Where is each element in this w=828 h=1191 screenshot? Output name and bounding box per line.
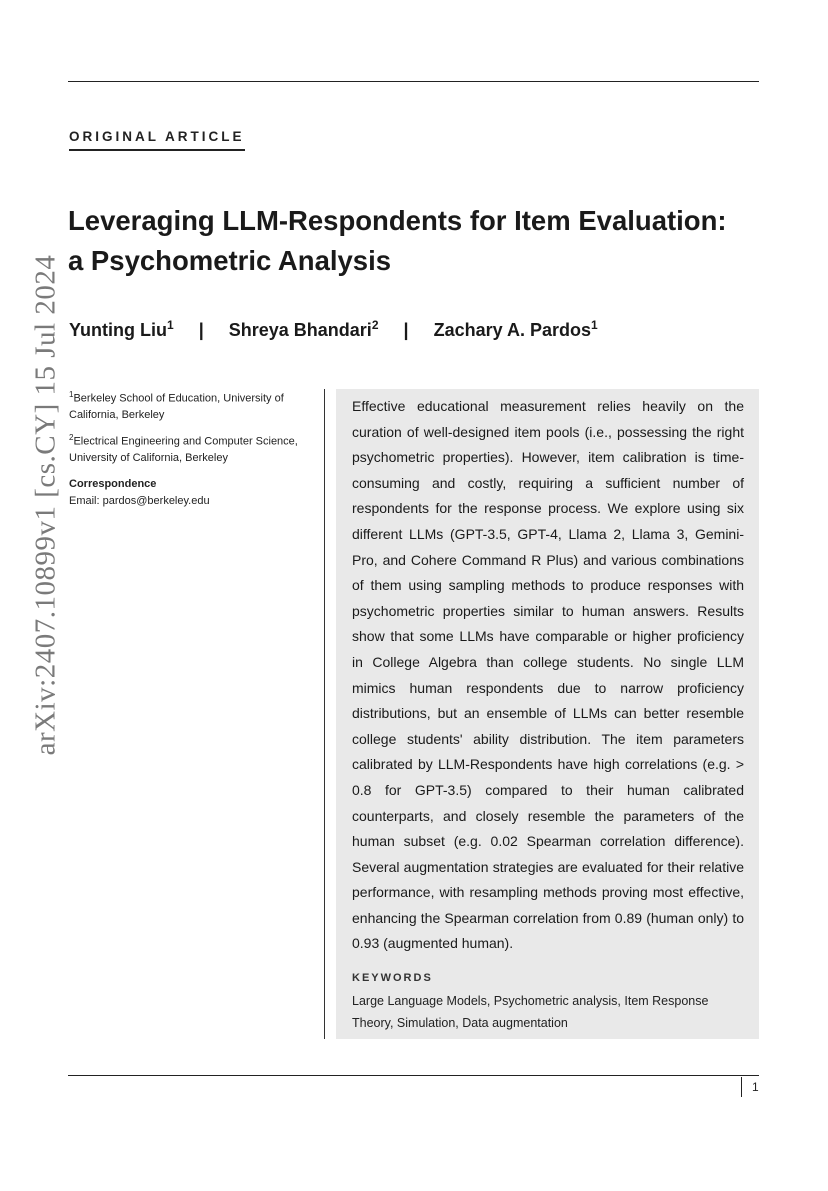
keywords-text: Large Language Models, Psychometric analysis, Item Response Theory, Simulation, Data augmentation [352,994,709,1030]
column-divider [324,389,325,1039]
arxiv-stamp: arXiv:2407.10899v1 [cs.CY] 15 Jul 2024 [29,254,62,756]
author-separator: | [198,320,204,340]
keywords-heading: KEYWORDS [352,972,433,984]
paper-title [68,201,768,281]
page-number: 1 [752,1080,759,1094]
abstract-box [336,389,759,1039]
abstract-text: Effective educational measurement relies heavily on the curation of well-designed item pools (i.e., possessing the right psychometric properties). However, item calibration is time-consuming and costly, requiring a sufficient number of respondents for the response process. We explore using six different LLMs (GPT-3.5, GPT-4, Llama 2, Llama 3, Gemini-Pro, and Cohere Command R Plus) and various combinations of them using sampling methods to produce responses with psychometric properties similar to human answers. Results show that some LLMs have comparable or higher proficiency in College Algebra than college students. No single LLM mimics human respondents due to narrow proficiency distributions, but an ensemble of LLMs can better resemble college students' ability distribution. The item parameters calibrated by LLM-Respondents have high correlations (e.g. > 0.8 for GPT-3.5) compared to their human calibrated counterparts, and closely resemble the parameters of the human subset (e.g. 0.02 Spearman correlation difference). Several augmentation strategies are evaluated for their relative performance, with resampling methods proving most effective, enhancing the Spearman correlation from 0.89 (human only) to 0.93 (augmented human). [352,398,744,952]
author-name: Zachary A. Pardos [433,320,591,340]
affiliation-item [69,387,309,424]
author-name: Yunting Liu [69,320,167,340]
author-affil-mark: 1 [166,318,174,332]
affiliations [69,387,309,515]
title-line-2: a Psychometric Analysis [68,245,392,276]
bottom-rule [68,1075,759,1076]
affiliation-text: Electrical Engineering and Computer Science, University of California, Berkeley [69,435,298,464]
author-separator: | [403,320,409,340]
article-type-label: ORIGINAL ARTICLE [69,129,245,151]
correspondence-email: Email: pardos@berkeley.edu [69,494,210,507]
author-affil-mark: 2 [371,318,379,332]
author-name: Shreya Bhandari [228,320,372,340]
affiliation-number: 2 [69,432,74,442]
affiliation-number: 1 [69,390,74,399]
top-rule [68,81,759,82]
correspondence-heading: Correspondence [69,478,157,491]
page-number-divider [741,1077,742,1097]
title-line-1: Leveraging LLM-Respondents for Item Evaluation: [68,205,727,236]
affiliation-text: Berkeley School of Education, University of California, Berkeley [69,392,284,422]
affiliation-item [69,430,309,467]
author-affil-mark: 1 [590,318,598,332]
author-list [69,318,598,341]
